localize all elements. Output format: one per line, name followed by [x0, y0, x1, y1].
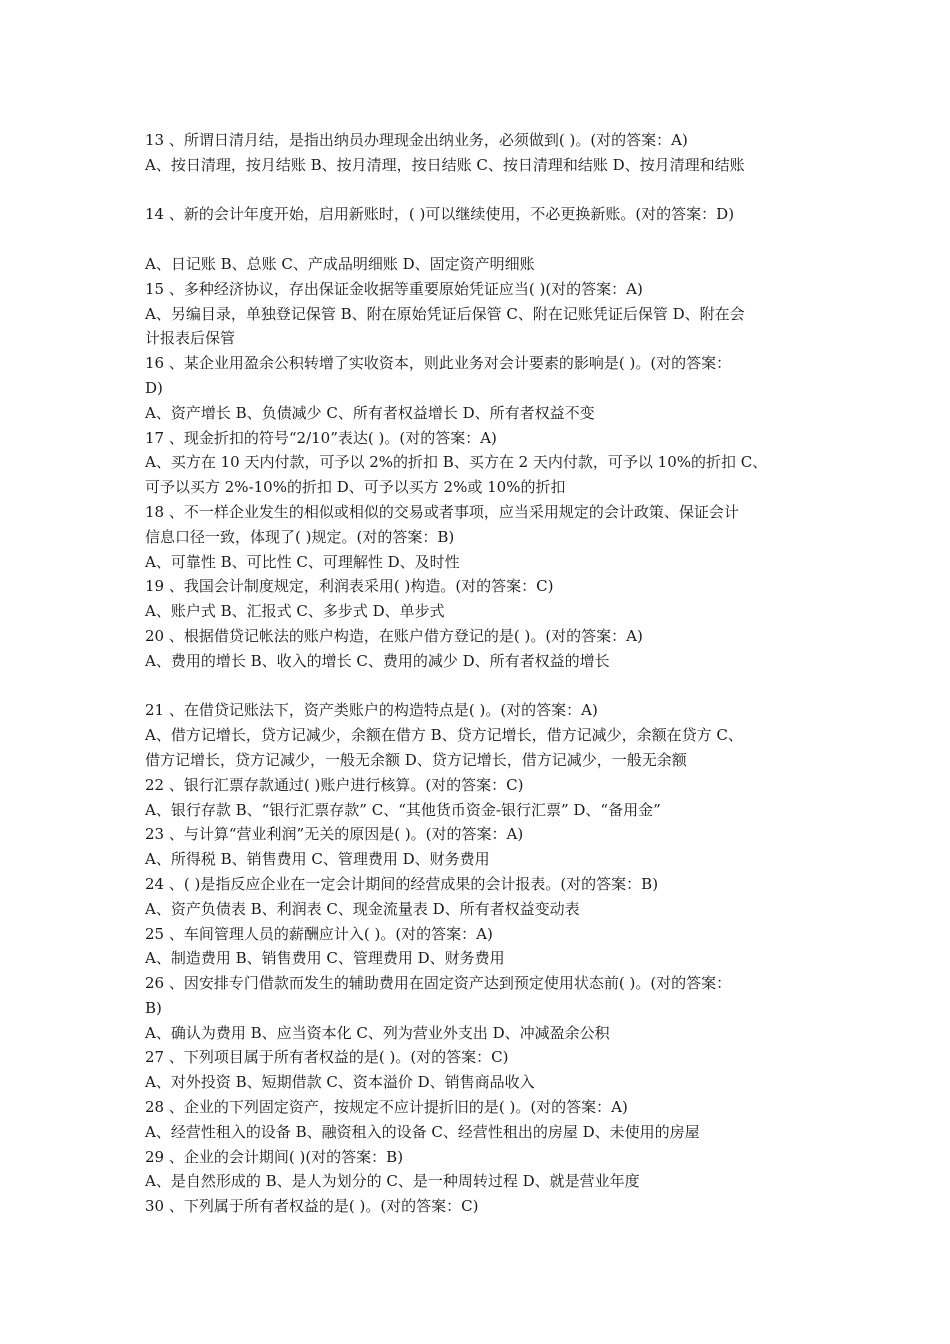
question-21: 21 、在借贷记账法下，资产类账户的构造特点是( )。(对的答案：A)	[145, 701, 598, 720]
question-23: 23 、与计算“营业利润”无关的原因是( )。(对的答案：A)	[145, 825, 524, 844]
question-13: 13 、所谓日清月结，是指出纳员办理现金出纳业务，必须做到( )。(对的答案：A)	[145, 131, 688, 149]
blank-line	[145, 674, 810, 699]
options-18: A、可靠性 B、可比性 C、可理解性 D、及时性	[145, 552, 460, 571]
options-21: A、借方记增长，贷方记减少，余额在借方 B、贷方记增长，借方记减少，余额在贷方 C、	[145, 726, 743, 745]
question-18-cont: 信息口径一致，体现了( )规定。(对的答案：B)	[145, 527, 455, 546]
options-21-cont: 借方记增长，贷方记减少，一般无余额 D、贷方记增长，借方记减少，一般无余额	[145, 750, 687, 769]
question-16-cont: D)	[145, 378, 163, 397]
question-19: 19 、我国会计制度规定，利润表采用( )构造。(对的答案：C)	[145, 577, 554, 596]
options-14: A、日记账 B、总账 C、产成品明细账 D、固定资产明细账	[145, 254, 535, 273]
question-18: 18 、不一样企业发生的相似或相似的交易或者事项，应当采用规定的会计政策、保证会计	[145, 502, 739, 521]
question-15: 15 、多种经济协议，存出保证金收据等重要原始凭证应当( )(对的答案：A)	[145, 279, 643, 298]
options-24: A、资产负债表 B、利润表 C、现金流量表 D、所有者权益变动表	[145, 899, 580, 918]
question-20: 20 、根据借贷记帐法的账户构造，在账户借方登记的是( )。(对的答案：A)	[145, 626, 643, 645]
blank-line	[145, 227, 810, 252]
question-26-cont: B)	[145, 998, 162, 1017]
options-25: A、制造费用 B、销售费用 C、管理费用 D、财务费用	[145, 949, 505, 968]
options-20: A、费用的增长 B、收入的增长 C、费用的减少 D、所有者权益的增长	[145, 651, 610, 670]
options-16: A、资产增长 B、负债减少 C、所有者权益增长 D、所有者权益不变	[145, 403, 595, 422]
question-26: 26 、因安排专门借款而发生的辅助费用在固定资产达到预定使用状态前( )。(对的答案：	[145, 974, 732, 993]
options-23: A、所得税 B、销售费用 C、管理费用 D、财务费用	[145, 850, 490, 869]
document-body	[145, 128, 810, 1219]
question-14: 14 、新的会计年度开始，启用新账时，( )可以继续使用，不必更换新账。(对的答案：D)	[145, 205, 735, 224]
options-13: A、按日清理，按月结账 B、按月清理，按日结账 C、按日清理和结账 D、按月清理和结账	[145, 155, 745, 174]
question-24: 24 、( )是指反应企业在一定会计期间的经营成果的会计报表。(对的答案：B)	[145, 874, 659, 893]
question-16: 16 、某企业用盈余公积转增了实收资本，则此业务对会计要素的影响是( )。(对的答案：	[145, 354, 732, 373]
blank-line	[145, 178, 810, 203]
question-28: 28 、企业的下列固定资产，按规定不应计提折旧的是( )。(对的答案：A)	[145, 1098, 628, 1117]
options-19: A、账户式 B、汇报式 C、多步式 D、单步式	[145, 602, 445, 621]
options-29: A、是自然形成的 B、是人为划分的 C、是一种周转过程 D、就是营业年度	[145, 1172, 640, 1191]
options-15-cont: 计报表后保管	[145, 329, 236, 348]
question-30: 30 、下列属于所有者权益的是( )。(对的答案：C)	[145, 1197, 479, 1216]
options-17: A、买方在 10 天内付款，可予以 2%的折扣 B、买方在 2 天内付款，可予以 10%的折扣 C、	[145, 453, 768, 472]
options-15: A、另编目录，单独登记保管 B、附在原始凭证后保管 C、附在记账凭证后保管 D、附在会	[145, 304, 745, 323]
question-29: 29 、企业的会计期间( )(对的答案：B)	[145, 1147, 404, 1166]
question-22: 22 、银行汇票存款通过( )账户进行核算。(对的答案：C)	[145, 775, 524, 794]
question-17: 17 、现金折扣的符号“2/10”表达( )。(对的答案：A)	[145, 428, 497, 447]
options-28: A、经营性租入的设备 B、融资租入的设备 C、经营性租出的房屋 D、未使用的房屋	[145, 1122, 700, 1141]
question-27: 27 、下列项目属于所有者权益的是( )。(对的答案：C)	[145, 1048, 509, 1067]
options-26: A、确认为费用 B、应当资本化 C、列为营业外支出 D、冲减盈余公积	[145, 1023, 610, 1042]
options-17-cont: 可予以买方 2%-10%的折扣 D、可予以买方 2%或 10%的折扣	[145, 478, 566, 497]
question-25: 25 、车间管理人员的薪酬应计入( )。(对的答案：A)	[145, 924, 493, 943]
options-22: A、银行存款 B、“银行汇票存款” C、“其他货币资金-银行汇票” D、“备用金”	[145, 800, 661, 819]
options-27: A、对外投资 B、短期借款 C、资本溢价 D、销售商品收入	[145, 1073, 535, 1092]
